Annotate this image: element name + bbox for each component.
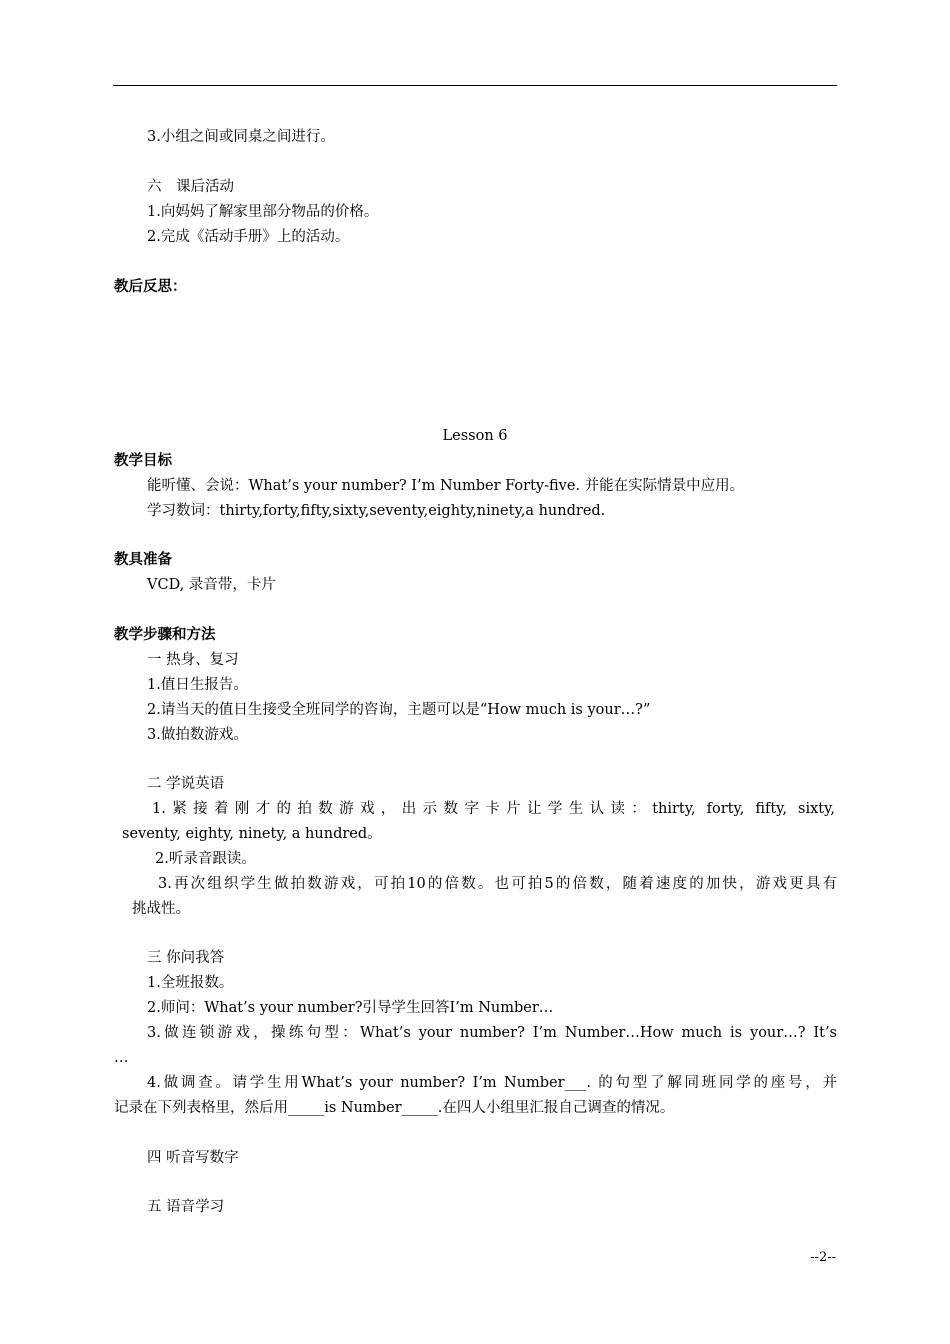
step-item: 1.紧接着刚才的拍数游戏，出示数字卡片让学生认读：thirty, forty, fifty, sixty, (152, 801, 835, 817)
section-title: 五 语音学习 (147, 1199, 225, 1215)
step-item: 3.再次组织学生做拍数游戏，可拍10的倍数。也可拍5的倍数，随着速度的加快，游戏更具有 (158, 876, 837, 892)
step-item-continued: … (114, 1050, 129, 1066)
section-title: 三 你问我答 (147, 950, 225, 966)
page-number: --2-- (810, 1250, 836, 1265)
step-item: 1.全班报数。 (147, 975, 234, 991)
step-item: 3.做连锁游戏，操练句型：What’s your number? I’m Number…How much is your…? It’s (147, 1025, 837, 1041)
goal-item: 学习数词：thirty,forty,fifty,sixty,seventy,eighty,ninety,a hundred. (147, 503, 606, 519)
step-item-continued: 记录在下列表格里，然后用_____is Number_____.在四人小组里汇报自己调查的情况。 (114, 1100, 675, 1116)
reflection-heading: 教后反思： (114, 279, 187, 295)
goal-item: 能听懂、会说：What’s your number? I’m Number Forty-five. 并能在实际情景中应用。 (147, 478, 745, 494)
tools-heading: 教具准备 (114, 552, 172, 568)
section-title: 六 课后活动 (147, 179, 234, 195)
steps-heading: 教学步骤和方法 (114, 627, 216, 643)
header-rule (113, 85, 837, 86)
step-item: 2.听录音跟读。 (155, 851, 256, 867)
step-item-continued: 挑战性。 (132, 901, 190, 917)
step-item: 2.请当天的值日生接受全班同学的咨询，主题可以是“How much is your…?” (147, 702, 651, 718)
section-title: 二 学说英语 (147, 776, 225, 792)
step-item-continued: seventy, eighty, ninety, a hundred。 (122, 826, 382, 842)
step-item: 3.做拍数游戏。 (147, 727, 248, 743)
lesson-title: Lesson 6 (442, 428, 508, 444)
step-item: 4.做调查。请学生用What’s your number? I’m Number___. 的句型了解同班同学的座号，并 (147, 1075, 837, 1091)
step-item: 1.值日生报告。 (147, 677, 248, 693)
step-item: 2.师问：What’s your number?引导学生回答I’m Number… (147, 1000, 554, 1016)
step-item: 2.完成《活动手册》上的活动。 (147, 229, 350, 245)
step-item: 1.向妈妈了解家里部分物品的价格。 (147, 204, 379, 220)
goals-heading: 教学目标 (114, 453, 172, 469)
tools-text: VCD, 录音带，卡片 (147, 577, 276, 593)
step-item: 3.小组之间或同桌之间进行。 (147, 129, 335, 145)
section-title: 一 热身、复习 (147, 652, 239, 668)
section-title: 四 听音写数字 (147, 1150, 239, 1166)
